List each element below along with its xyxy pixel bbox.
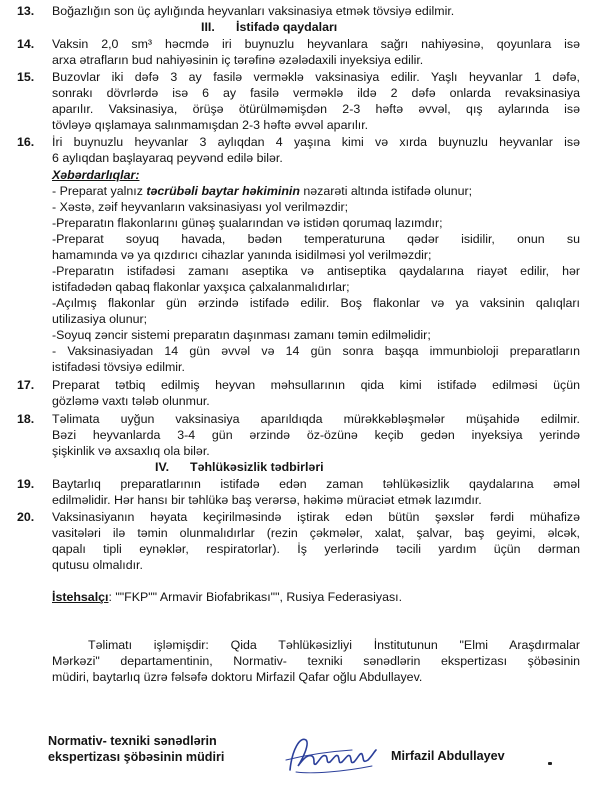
prepared-line-3: müdiri, baytarlıq üzrə fəlsəfə doktoru Mirfazil Qafar oğlu Abdullayev. (52, 670, 423, 684)
item-17-line-2: gözləmə vaxtı tələb olunmur. (52, 394, 210, 408)
item-14-line-2: arxa ətrafların bud nahiyəsinin iç tərəfinə əzələdaxili inyeksiya edilir. (52, 53, 424, 67)
section-3-title: İstifadə qaydaları (236, 20, 338, 34)
prepared-line-2: Mərkəzi" departamentinin, Normativ- texniki sənədlərin ekspertizası şöbəsinin (52, 654, 580, 668)
warning-7: -Soyuq zəncir sistemi preparatın daşınması zamanı təmin edilməlidir; (52, 328, 431, 342)
item-16-line-2: 6 aylıqdan başlayaraq peyvənd edilə bilər. (52, 151, 283, 165)
warning-2: - Xəstə, zəif heyvanların vaksinasiyası yol verilməzdir; (52, 200, 349, 214)
item-19-line-2: edilməlidir. Hər hansı bir təhlükə baş verərsə, həkimə müraciət etmək lazımdır. (52, 493, 482, 507)
warning-1 (52, 184, 472, 199)
item-number-14: 14. (17, 37, 35, 51)
warning-5-line-1: -Preparatın istifadəsi zamanı aseptika və antiseptika qaydalarına riayət edilir, hər (52, 264, 580, 278)
stray-mark (548, 762, 552, 765)
item-15-line-3: aparılır. Vaksinasiya, örüşə ötürülməmişdən 2-3 həftə əvvəl, qış aylarında isə (52, 102, 580, 116)
item-15-line-1: Buzovlar iki dəfə 3 ay fasilə verməklə vaksinasiya edilir. Yaşlı heyvanlar 1 dəfə, (52, 70, 580, 84)
warning-4-line-1: -Preparat soyuq havada, bədən temperaturuna qədər isidilir, onun su (52, 232, 580, 246)
item-20-line-3: qapalı tipli eynəklər, respiratorlar). İş yerlərində təcili yardım üçün dərman (52, 542, 580, 556)
item-18-line-2: Bəzi heyvanlarda 3-4 gün ərzində öz-özünə keçib gedən inyeksiya yerində (52, 428, 580, 442)
warning-8-line-2: istifadəsi tövsiyə edilmir. (52, 360, 185, 374)
manufacturer-label: İstehsalçı (52, 590, 109, 604)
item-number-13: 13. (17, 4, 35, 18)
warning-5-line-2: istifadədən qabaq flakonlar yaxşıca çalxalanmalıdırlar; (52, 280, 350, 294)
item-15-line-4: tövləyə qışlamaya salınmamışdan 2-3 həftə əvvəl aparılır. (52, 118, 369, 132)
manufacturer-text: : ""FKP"" Armavir Biofabrikası"", Rusiya Federasiyası. (108, 590, 403, 604)
item-13-text: Boğazlığın son üç aylığında heyvanları vaksinasiya etmək tövsiyə edilmir. (52, 4, 455, 18)
manufacturer-line (52, 590, 402, 605)
warnings-title-text: Xəbərdarlıqlar: (52, 168, 140, 182)
item-15-line-2: sonrakı dövrlərdə isə 6 ay fasilə verməklə ildə 2 dəfə onlarda revaksinasiya (52, 86, 580, 100)
item-number-18: 18. (17, 412, 35, 426)
warning-4-line-2: hamamında və ya qızdırıcı cihazlar yanında isidilməsi yol verilməzdir; (52, 248, 432, 262)
warnings-title (52, 168, 139, 183)
warning-6-line-1: -Açılmış flakonlar gün ərzində istifadə edilir. Boş flakonlar və ya vaksinin qalıqları (52, 296, 580, 310)
section-4-roman: IV. (155, 460, 170, 474)
item-16-line-1: İri buynuzlu heyvanlar 3 aylıqdan 4 yaşına kimi və xırda buynuzlu heyvanlar isə (52, 135, 580, 149)
item-number-17: 17. (17, 378, 35, 392)
warning-6-line-2: utilizasiya olunur; (52, 312, 148, 326)
signatory-name: Mirfazil Abdullayev (391, 749, 505, 763)
item-19-line-1: Baytarlıq preparatlarının istifadə edən zaman təhlükəsizlik qaydalarına əməl (52, 477, 580, 491)
item-number-16: 16. (17, 135, 35, 149)
warning-1-emphasis: təcrübəli baytar həkiminin (146, 184, 300, 198)
warning-1-part-c: nəzarəti altında istifadə olunur; (299, 184, 473, 198)
item-20-line-4: qutusu olmalıdır. (52, 558, 143, 572)
prepared-line-1: Təlimatı işləmişdir: Qida Təhlükəsizliyi İnstitutunun "Elmi Araşdırmalar (88, 638, 580, 652)
footer-position (48, 733, 224, 765)
item-number-19: 19. (17, 477, 35, 491)
footer-position-line-1: Normativ- texniki sənədlərin (48, 734, 217, 748)
item-18-line-3: şişkinlik və axsaxlıq ola bilər. (52, 444, 210, 458)
warning-3: -Preparatın flakonlarını günəş şualarından və istidən qorumaq lazımdır; (52, 216, 443, 230)
item-number-20: 20. (17, 510, 35, 524)
item-14-line-1: Vaksin 2,0 sm³ həcmdə iri buynuzlu heyvanlara sağrı nahiyəsinə, qoyunlara isə (52, 37, 580, 51)
item-18-line-1: Təlimata uyğun vaksinasiya aparıldıqda mürəkkəbləşmələr müşahidə edilmir. (52, 412, 580, 426)
item-20-line-2: vasitələri ilə təmin olunmalıdırlar (rezin çəkmələr, xalat, şalvar, baş geyimi, əlcək, (52, 526, 580, 540)
item-20-line-1: Vaksinasiyanın həyata keçirilməsində iştirak edən bütün şəxslər fərdi mühafizə (52, 510, 580, 524)
section-4-title: Təhlükəsizlik tədbirləri (190, 460, 324, 474)
item-number-15: 15. (17, 70, 35, 84)
warning-1-part-a: - Preparat yalnız (52, 184, 147, 198)
footer-position-line-2: ekspertizası şöbəsinin müdiri (48, 750, 225, 764)
item-17-line-1: Preparat tətbiq edilmiş heyvan məhsullarının qida kimi istifadə edilməsi üçün (52, 378, 580, 392)
handwritten-signature (282, 730, 380, 776)
section-3-roman: III. (201, 20, 215, 34)
warning-8-line-1: - Vaksinasiyadan 14 gün əvvəl və 14 gün sonra başqa immunbioloji preparatların (52, 344, 580, 358)
